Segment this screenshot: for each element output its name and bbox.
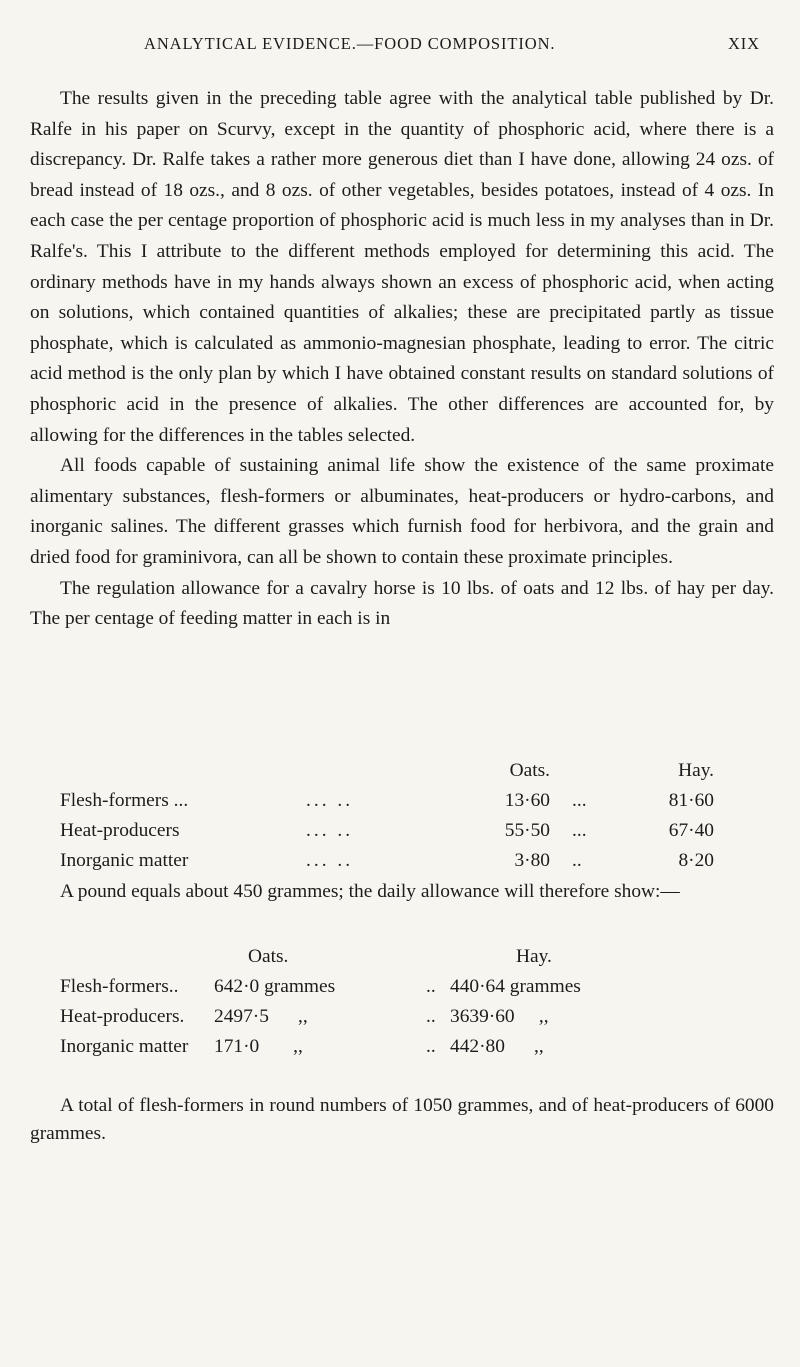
row-label: Heat-producers [60,820,180,841]
row-label: Flesh-formers.. [60,976,179,997]
percentage-table [30,756,774,876]
paragraph-total: A total of flesh-formers in round numbers of 1050 grammes, and of heat-producers of 6000 grammes. [30,1095,774,1144]
column-header-oats: Oats. [248,946,289,967]
row-separator: .. [426,1036,436,1057]
column-header-hay: Hay. [678,760,714,781]
row-separator: ... [572,790,587,811]
paragraph-ralfe: The results given in the preceding table agree with the analytical table published by Dr. Ralfe in his paper on Scurvy, except in the quantity of phosphoric acid, where there is a discrepancy. Dr. Ralfe takes a rather more generous diet than I have done, allowing 24 ozs. of bread instead of 18 ozs., and 8 ozs. of other vegetables, besides potatoes, instead of 4 ozs. In each case the per centage proportion of phosphoric acid is much less in my analyses than in Dr. Ralfe's. This I attribute to the different methods employed for determining this acid. The ordinary methods have in my hands always shown an excess of phosphoric acid, when acting on solutions, which contained quantities of alkalies; these are precipitated partly as tissue phosphate, which is calculated as ammonio-magnesian phosphate, leading to error. The citric acid method is the only plan by which I have obtained constant results on standard solutions of phosphoric acid in the presence of alkalies. The other differences are accounted for, by allowing for the differences in the tables selected. [30,88,774,446]
row-label: Flesh-formers ... [60,790,189,811]
running-head [144,34,760,54]
hay-value: 8·20 [678,850,714,871]
row-label: Heat-producers. [60,1006,185,1027]
hay-value: 3639·60 ,, [450,1006,549,1027]
table-row [30,846,774,876]
oats-value: 3·80 [514,850,550,871]
body-text [30,84,774,635]
total-paragraph [30,1092,774,1148]
paragraph-foods: All foods capable of sustaining animal life show the existence of the same proximate alimentary substances, flesh-formers or albuminates, heat-producers or hydro-carbons, and inorganic salines. The different grasses which furnish food for herbivora, and the grain and dried food for graminivora, can all be shown to contain these proximate principles. [30,455,774,568]
row-separator: .. [426,1006,436,1027]
table-row [30,786,774,816]
pound-paragraph [30,878,774,906]
row-leader: ... .. [306,790,354,811]
table-header [30,756,774,786]
hay-value: 67·40 [668,820,714,841]
oats-value: 55·50 [504,820,550,841]
row-leader: ... .. [306,850,354,871]
row-separator: .. [572,850,582,871]
row-label: Inorganic matter [60,1036,189,1057]
oats-value: 642·0 grammes [214,976,336,997]
column-header-oats: Oats. [509,760,550,781]
paragraph-allowance: The regulation allowance for a cavalry horse is 10 lbs. of oats and 12 lbs. of hay per day. The per centage of feeding matter in each is in [30,577,774,630]
hay-value: 440·64 grammes [450,976,581,997]
table-row [30,816,774,846]
oats-value: 13·60 [504,790,550,811]
table-row [30,972,774,1002]
oats-value: 2497·5 ,, [214,1006,308,1027]
table-row [30,1032,774,1062]
oats-value: 171·0 ,, [214,1036,303,1057]
table-header [30,942,774,972]
table-row [30,1002,774,1032]
paragraph-pound: A pound equals about 450 grammes; the daily allowance will therefore show:— [60,881,680,902]
page-number: XIX [727,34,760,53]
running-title: ANALYTICAL EVIDENCE.—FOOD COMPOSITION. [144,34,556,53]
hay-value: 442·80 ,, [450,1036,544,1057]
row-separator: ... [572,820,587,841]
column-header-hay: Hay. [516,946,552,967]
hay-value: 81·60 [668,790,714,811]
daily-allowance-table [30,942,774,1062]
row-separator: .. [426,976,436,997]
row-leader: ... .. [306,820,354,841]
row-label: Inorganic matter [60,850,189,871]
